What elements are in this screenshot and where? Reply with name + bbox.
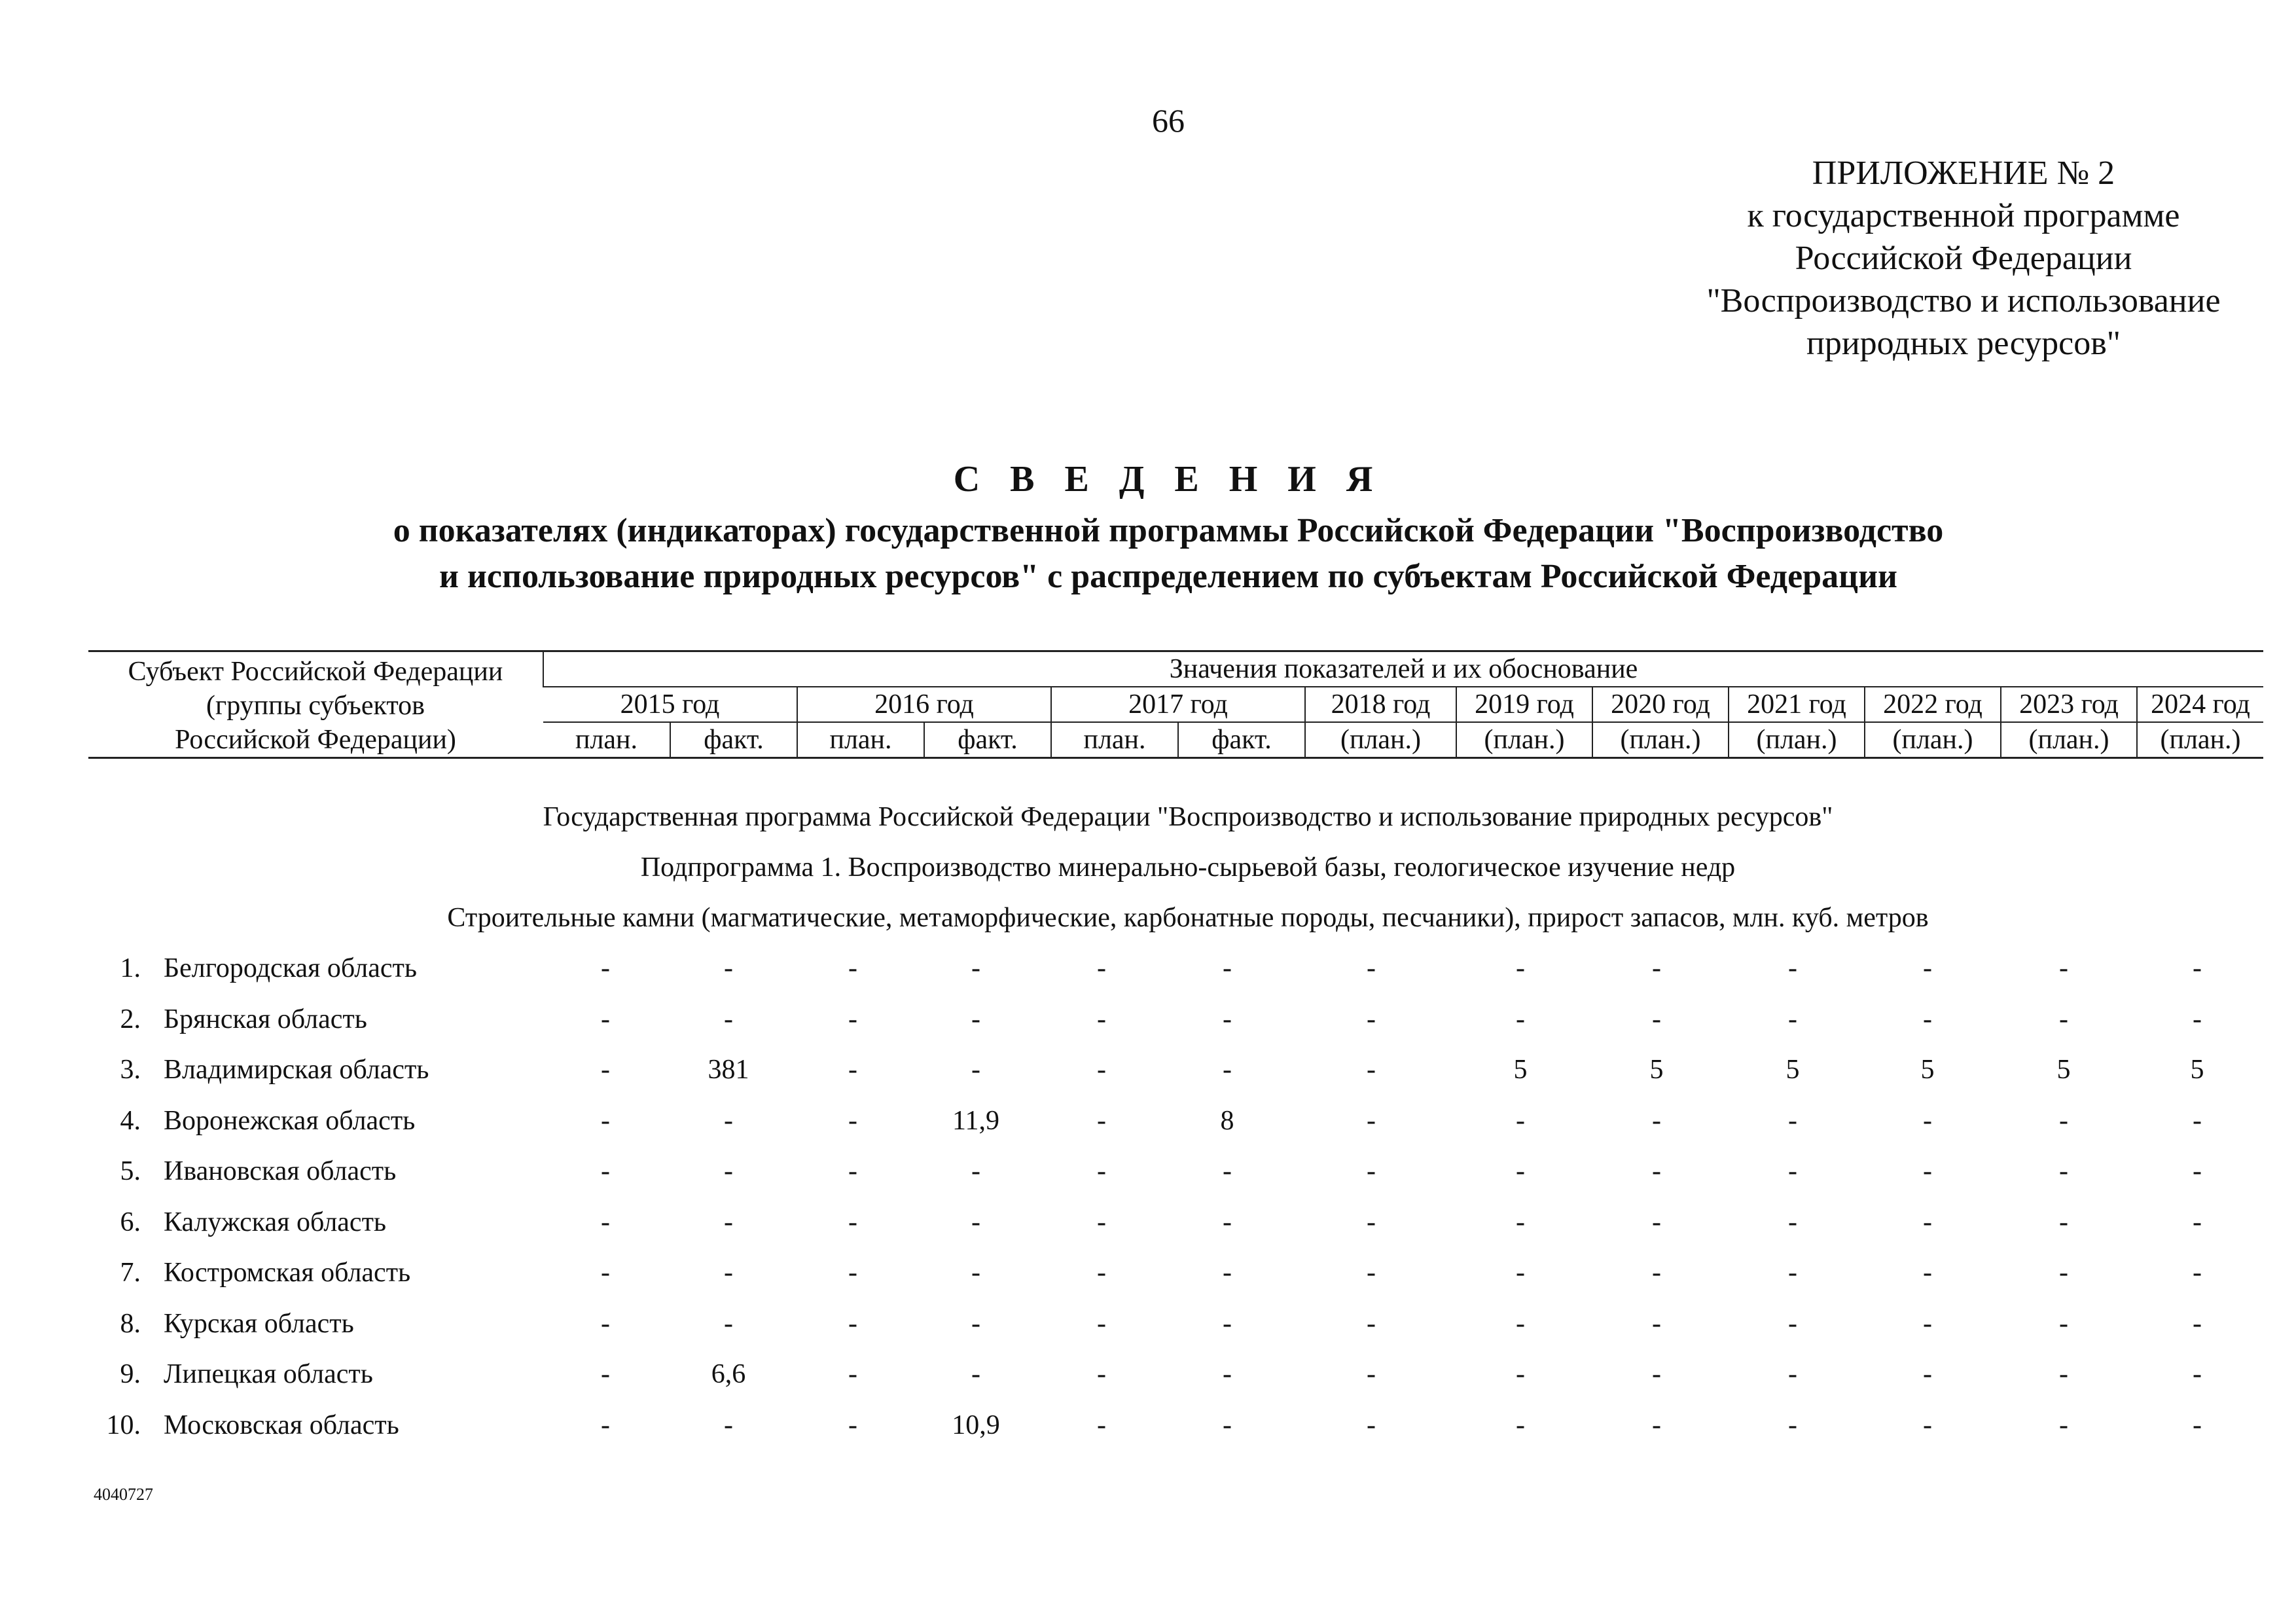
row-number: 1. bbox=[120, 953, 141, 983]
value-cell: - bbox=[724, 1410, 733, 1440]
value-cell: - bbox=[1652, 1156, 1661, 1186]
value-cell: - bbox=[1223, 1258, 1232, 1288]
indicators-table-header bbox=[88, 650, 2263, 759]
table-row bbox=[88, 1248, 2261, 1299]
value-cell: - bbox=[1223, 1410, 1232, 1440]
value-cell: - bbox=[2193, 1308, 2202, 1339]
table-row bbox=[88, 994, 2261, 1046]
row-number: 5. bbox=[120, 1156, 141, 1186]
value-cell: 5 bbox=[1785, 1055, 1800, 1085]
value-cell: - bbox=[1923, 1004, 1932, 1034]
value-cell: - bbox=[848, 1105, 857, 1136]
appendix-block bbox=[1584, 152, 2296, 365]
value-cell: - bbox=[2193, 1410, 2202, 1440]
value-cell: - bbox=[1516, 1105, 1525, 1136]
value-cell: - bbox=[2193, 1004, 2202, 1034]
indicator-heading: Строительные камни (магматические, метаморфические, карбонатные породы, песчаники), прирост запасов, млн. куб. метров bbox=[447, 903, 1929, 933]
value-cell: - bbox=[1516, 1258, 1525, 1288]
value-cell: - bbox=[601, 1308, 610, 1339]
value-cell: - bbox=[1516, 1156, 1525, 1186]
table-row bbox=[88, 1096, 2261, 1147]
region-name: Ивановская область bbox=[164, 1156, 397, 1186]
value-cell: - bbox=[971, 1004, 980, 1034]
subject-header-line: Субъект Российской Федерации bbox=[128, 657, 503, 687]
value-cell: - bbox=[1788, 1359, 1797, 1389]
value-cell: - bbox=[848, 1410, 857, 1440]
value-cell: - bbox=[971, 1055, 980, 1085]
year-header: 2018 год bbox=[1305, 687, 1456, 722]
value-cell: - bbox=[2059, 1156, 2068, 1186]
value-cell: - bbox=[1097, 1055, 1106, 1085]
appendix-title: ПРИЛОЖЕНИЕ № 2 bbox=[1812, 155, 2115, 192]
value-cell: - bbox=[1367, 1258, 1376, 1288]
value-cell: - bbox=[971, 1258, 980, 1288]
row-number: 3. bbox=[120, 1055, 141, 1085]
table-row bbox=[88, 1197, 2261, 1249]
value-cell: - bbox=[2193, 953, 2202, 983]
value-cell: 5 bbox=[2056, 1055, 2071, 1085]
value-cell: 6,6 bbox=[711, 1359, 746, 1389]
row-number: 9. bbox=[120, 1359, 141, 1389]
value-cell: - bbox=[2059, 1258, 2068, 1288]
program-heading: Государственная программа Российской Федерации "Воспроизводство и использование природных ресурсов" bbox=[543, 802, 1833, 832]
value-cell: - bbox=[2193, 1207, 2202, 1237]
value-cell: - bbox=[971, 1207, 980, 1237]
document-title: С В Е Д Е Н И Я bbox=[953, 459, 1384, 500]
appendix-line: Российской Федерации bbox=[1795, 240, 2132, 277]
value-cell: - bbox=[724, 1105, 733, 1136]
value-cell: - bbox=[1788, 1207, 1797, 1237]
value-cell: - bbox=[1923, 953, 1932, 983]
value-cell: - bbox=[2193, 1258, 2202, 1288]
value-cell: 5 bbox=[2190, 1055, 2204, 1085]
row-number: 2. bbox=[120, 1004, 141, 1034]
value-cell: - bbox=[1516, 1308, 1525, 1339]
indicators-table-body bbox=[88, 792, 2261, 1451]
value-cell: 5 bbox=[1513, 1055, 1528, 1085]
value-cell: - bbox=[1097, 1258, 1106, 1288]
value-cell: - bbox=[1788, 1308, 1797, 1339]
value-cell: - bbox=[1097, 1105, 1106, 1136]
value-cell: - bbox=[2059, 1308, 2068, 1339]
region-name: Курская область bbox=[164, 1308, 354, 1339]
value-cell: - bbox=[1097, 1359, 1106, 1389]
value-cell: 8 bbox=[1220, 1105, 1234, 1136]
value-cell: - bbox=[1223, 1359, 1232, 1389]
value-cell: - bbox=[848, 1156, 857, 1186]
value-cell: - bbox=[1788, 1410, 1797, 1440]
document-subtitle bbox=[196, 508, 2140, 600]
value-cell: - bbox=[971, 1308, 980, 1339]
values-header: Значения показателей и их обоснование bbox=[543, 651, 2263, 687]
value-cell: - bbox=[1652, 1207, 1661, 1237]
sub-header: (план.) bbox=[1729, 722, 1865, 758]
value-cell: - bbox=[1367, 1359, 1376, 1389]
document-code: 4040727 bbox=[94, 1485, 153, 1504]
value-cell: - bbox=[1788, 1258, 1797, 1288]
value-cell: - bbox=[724, 1258, 733, 1288]
value-cell: - bbox=[1788, 1156, 1797, 1186]
value-cell: - bbox=[1223, 1308, 1232, 1339]
value-cell: 5 bbox=[1649, 1055, 1664, 1085]
value-cell: - bbox=[724, 953, 733, 983]
value-cell: - bbox=[1223, 1207, 1232, 1237]
value-cell: - bbox=[1367, 953, 1376, 983]
region-name: Костромская область bbox=[164, 1258, 411, 1288]
value-cell: - bbox=[848, 1004, 857, 1034]
year-header: 2017 год bbox=[1051, 687, 1305, 722]
value-cell: - bbox=[601, 953, 610, 983]
value-cell: - bbox=[848, 953, 857, 983]
value-cell: 381 bbox=[708, 1055, 749, 1085]
value-cell: - bbox=[1516, 1004, 1525, 1034]
value-cell: - bbox=[601, 1105, 610, 1136]
value-cell: - bbox=[724, 1308, 733, 1339]
subject-header-line: Российской Федерации) bbox=[175, 725, 456, 755]
sub-header: факт. bbox=[1178, 722, 1305, 758]
value-cell: - bbox=[971, 1156, 980, 1186]
sub-header: план. bbox=[543, 722, 670, 758]
value-cell: 5 bbox=[1920, 1055, 1935, 1085]
value-cell: - bbox=[601, 1156, 610, 1186]
value-cell: - bbox=[971, 1359, 980, 1389]
value-cell: - bbox=[2059, 1004, 2068, 1034]
subtitle-line: и использование природных ресурсов" с распределением по субъектам Российской Федерации bbox=[439, 558, 1897, 595]
value-cell: - bbox=[601, 1410, 610, 1440]
value-cell: - bbox=[1923, 1359, 1932, 1389]
value-cell: - bbox=[601, 1359, 610, 1389]
value-cell: - bbox=[1223, 1055, 1232, 1085]
region-name: Владимирская область bbox=[164, 1055, 429, 1085]
value-cell: - bbox=[1923, 1156, 1932, 1186]
value-cell: - bbox=[1367, 1105, 1376, 1136]
value-cell: - bbox=[848, 1207, 857, 1237]
row-number: 6. bbox=[120, 1207, 141, 1237]
value-cell: - bbox=[1097, 1308, 1106, 1339]
value-cell: - bbox=[1367, 1055, 1376, 1085]
table-row bbox=[88, 1400, 2261, 1451]
row-number: 10. bbox=[106, 1410, 141, 1440]
value-cell: - bbox=[724, 1207, 733, 1237]
value-cell: - bbox=[1367, 1308, 1376, 1339]
value-cell: - bbox=[601, 1004, 610, 1034]
table-row bbox=[88, 1045, 2261, 1096]
sub-header: план. bbox=[1051, 722, 1178, 758]
row-number: 7. bbox=[120, 1258, 141, 1288]
value-cell: - bbox=[1923, 1105, 1932, 1136]
value-cell: - bbox=[1652, 1004, 1661, 1034]
appendix-line: "Воспроизводство и использование bbox=[1706, 282, 2221, 319]
value-cell: - bbox=[848, 1359, 857, 1389]
value-cell: - bbox=[1097, 953, 1106, 983]
value-cell: - bbox=[1223, 1004, 1232, 1034]
region-name: Белгородская область bbox=[164, 953, 418, 983]
value-cell: - bbox=[1923, 1308, 1932, 1339]
value-cell: 10,9 bbox=[952, 1410, 1000, 1440]
sub-header: (план.) bbox=[1456, 722, 1592, 758]
year-header: 2020 год bbox=[1592, 687, 1729, 722]
year-header: 2023 год bbox=[2001, 687, 2137, 722]
value-cell: - bbox=[1516, 1207, 1525, 1237]
value-cell: - bbox=[1223, 953, 1232, 983]
value-cell: - bbox=[1652, 1359, 1661, 1389]
region-name: Воронежская область bbox=[164, 1105, 416, 1136]
subject-header bbox=[88, 651, 543, 758]
value-cell: - bbox=[848, 1308, 857, 1339]
value-cell: - bbox=[2059, 953, 2068, 983]
value-cell: - bbox=[601, 1258, 610, 1288]
value-cell: - bbox=[1097, 1156, 1106, 1186]
value-cell: - bbox=[2059, 1207, 2068, 1237]
value-cell: - bbox=[1097, 1410, 1106, 1440]
value-cell: - bbox=[1367, 1004, 1376, 1034]
value-cell: - bbox=[1652, 1105, 1661, 1136]
value-cell: 11,9 bbox=[952, 1105, 999, 1136]
sub-header: (план.) bbox=[2137, 722, 2263, 758]
value-cell: - bbox=[1367, 1156, 1376, 1186]
value-cell: - bbox=[1923, 1207, 1932, 1237]
year-header: 2016 год bbox=[797, 687, 1051, 722]
appendix-line: природных ресурсов" bbox=[1806, 325, 2121, 362]
region-name: Московская область bbox=[164, 1410, 399, 1440]
year-header: 2019 год bbox=[1456, 687, 1592, 722]
sub-header: факт. bbox=[670, 722, 797, 758]
value-cell: - bbox=[1652, 953, 1661, 983]
value-cell: - bbox=[1652, 1258, 1661, 1288]
value-cell: - bbox=[2059, 1410, 2068, 1440]
sub-header: план. bbox=[797, 722, 924, 758]
value-cell: - bbox=[1923, 1258, 1932, 1288]
sub-header: (план.) bbox=[2001, 722, 2137, 758]
value-cell: - bbox=[1652, 1308, 1661, 1339]
region-name: Брянская область bbox=[164, 1004, 367, 1034]
value-cell: - bbox=[848, 1055, 857, 1085]
value-cell: - bbox=[2193, 1359, 2202, 1389]
subtitle-line: о показателях (индикаторах) государственной программы Российской Федерации "Воспроизводство bbox=[393, 512, 1944, 549]
page-number: 66 bbox=[1152, 102, 1185, 139]
value-cell: - bbox=[1516, 1410, 1525, 1440]
value-cell: - bbox=[848, 1258, 857, 1288]
value-cell: - bbox=[601, 1055, 610, 1085]
value-cell: - bbox=[2059, 1105, 2068, 1136]
table-row bbox=[88, 1146, 2261, 1197]
value-cell: - bbox=[724, 1156, 733, 1186]
subprogram-heading: Подпрограмма 1. Воспроизводство минерально-сырьевой базы, геологическое изучение недр bbox=[640, 852, 1736, 883]
value-cell: - bbox=[1788, 1105, 1797, 1136]
table-rows bbox=[88, 943, 2261, 1451]
year-header: 2021 год bbox=[1729, 687, 1865, 722]
value-cell: - bbox=[971, 953, 980, 983]
value-cell: - bbox=[1652, 1410, 1661, 1440]
value-cell: - bbox=[1788, 953, 1797, 983]
sub-header: факт. bbox=[924, 722, 1051, 758]
row-number: 8. bbox=[120, 1308, 141, 1339]
value-cell: - bbox=[1923, 1410, 1932, 1440]
row-number: 4. bbox=[120, 1105, 141, 1136]
appendix-line: к государственной программе bbox=[1747, 197, 2180, 234]
value-cell: - bbox=[1516, 953, 1525, 983]
region-name: Калужская область bbox=[164, 1207, 387, 1237]
year-header: 2024 год bbox=[2137, 687, 2263, 722]
value-cell: - bbox=[601, 1207, 610, 1237]
year-header: 2022 год bbox=[1865, 687, 2001, 722]
value-cell: - bbox=[724, 1004, 733, 1034]
value-cell: - bbox=[1516, 1359, 1525, 1389]
sub-header: (план.) bbox=[1592, 722, 1729, 758]
value-cell: - bbox=[2193, 1156, 2202, 1186]
table-row bbox=[88, 943, 2261, 994]
value-cell: - bbox=[2193, 1105, 2202, 1136]
value-cell: - bbox=[1367, 1410, 1376, 1440]
value-cell: - bbox=[1788, 1004, 1797, 1034]
region-name: Липецкая область bbox=[164, 1359, 373, 1389]
value-cell: - bbox=[2059, 1359, 2068, 1389]
table-row bbox=[88, 1299, 2261, 1350]
sub-header: (план.) bbox=[1305, 722, 1456, 758]
year-header: 2015 год bbox=[543, 687, 797, 722]
value-cell: - bbox=[1097, 1004, 1106, 1034]
sub-header: (план.) bbox=[1865, 722, 2001, 758]
header-row-top bbox=[88, 651, 2263, 687]
table-row bbox=[88, 1349, 2261, 1400]
value-cell: - bbox=[1367, 1207, 1376, 1237]
value-cell: - bbox=[1097, 1207, 1106, 1237]
value-cell: - bbox=[1223, 1156, 1232, 1186]
subject-header-line: (группы субъектов bbox=[206, 691, 425, 721]
